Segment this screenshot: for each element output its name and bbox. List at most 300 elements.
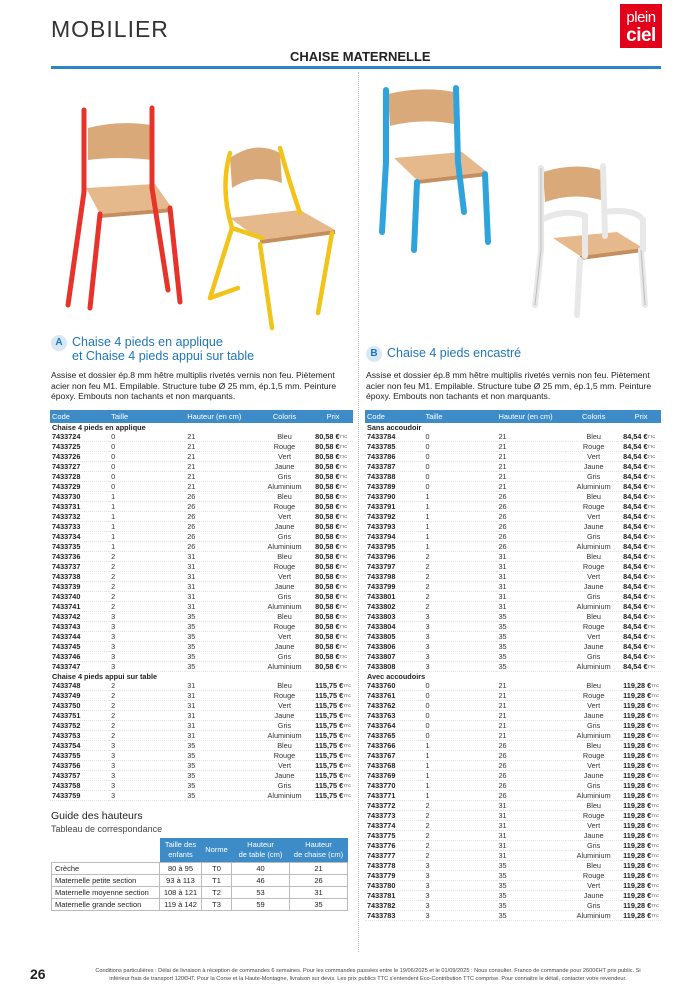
- heights-col-taille-line-1: Taille des: [164, 840, 197, 849]
- heights-cell-taille: 119 à 142: [160, 899, 202, 911]
- product-a-heading: [51, 335, 254, 363]
- col-prix: Prix: [313, 410, 353, 423]
- cell-coloris: Jaune: [256, 771, 313, 781]
- cell-prix: [313, 781, 353, 791]
- price-value: 80,58 €: [315, 652, 340, 662]
- cell-hauteur: 35: [496, 871, 566, 881]
- table-row: [50, 662, 353, 672]
- cell-taille: 0: [423, 681, 496, 691]
- table-group-row: [50, 672, 353, 682]
- price-value: 84,54 €: [623, 572, 648, 582]
- cell-coloris: Bleu: [566, 741, 621, 751]
- price-suffix: TTC: [647, 644, 656, 650]
- cell-hauteur: 35: [496, 622, 566, 632]
- cell-taille: 0: [423, 691, 496, 701]
- cell-coloris: Bleu: [256, 432, 313, 442]
- cell-taille: 3: [423, 871, 496, 881]
- price-value: 80,58 €: [315, 632, 340, 642]
- price-value: 84,54 €: [623, 632, 648, 642]
- price-value: 119,28 €: [623, 841, 652, 851]
- cell-taille: 1: [109, 502, 185, 512]
- cell-prix: [313, 452, 353, 462]
- heights-row: [52, 863, 348, 875]
- cell-prix: [313, 652, 353, 662]
- logo-line-1: plein: [626, 9, 656, 26]
- cell-code: 7433761: [365, 691, 423, 701]
- cell-prix: [621, 592, 661, 602]
- cell-prix: [313, 731, 353, 741]
- price-suffix: TTC: [651, 823, 659, 829]
- cell-code: 7433765: [365, 731, 423, 741]
- cell-hauteur: 26: [496, 761, 566, 771]
- price-value: 80,58 €: [315, 572, 340, 582]
- table-row: [365, 552, 661, 562]
- cell-prix: [313, 572, 353, 582]
- table-header-row: [365, 410, 661, 423]
- cell-hauteur: 21: [496, 472, 566, 482]
- cell-taille: 1: [109, 532, 185, 542]
- product-a-badge: A: [51, 335, 67, 351]
- price-value: 80,58 €: [315, 612, 340, 622]
- cell-coloris: Vert: [256, 632, 313, 642]
- cell-coloris: Aluminium: [256, 791, 313, 801]
- cell-coloris: Aluminium: [256, 542, 313, 552]
- cell-coloris: Rouge: [566, 691, 621, 701]
- cell-prix: [621, 512, 661, 522]
- price-value: 84,54 €: [623, 432, 648, 442]
- table-row: [50, 522, 353, 532]
- cell-coloris: Jaune: [256, 462, 313, 472]
- cell-coloris: Aluminium: [566, 731, 621, 741]
- table-row: [365, 562, 661, 572]
- cell-prix: [621, 681, 661, 691]
- cell-hauteur: 21: [496, 691, 566, 701]
- cell-taille: 3: [109, 791, 185, 801]
- cell-code: 7433796: [365, 552, 423, 562]
- cell-code: 7433743: [50, 622, 109, 632]
- cell-code: 7433763: [365, 711, 423, 721]
- price-suffix: TTC: [343, 703, 351, 709]
- price-suffix: TTC: [651, 723, 659, 729]
- heights-cell-label: Crèche: [52, 863, 160, 875]
- cell-code: 7433748: [50, 681, 109, 691]
- price-suffix: TTC: [651, 713, 659, 719]
- price-suffix: TTC: [339, 494, 348, 500]
- cell-hauteur: 31: [185, 721, 256, 731]
- cell-prix: [313, 741, 353, 751]
- price-suffix: TTC: [651, 793, 659, 799]
- product-a-description: Assise et dossier ép.8 mm hêtre multiplis rivetés vernis non feu. Piètement acier non feu M1. Empilable. Structure tube Ø 25 mm, ép.1,5 mm. Peinture époxy. Embouts non tachants et non marquants.: [51, 370, 337, 401]
- cell-taille: 3: [109, 632, 185, 642]
- heights-header-row: [52, 838, 348, 863]
- cell-prix: [621, 851, 661, 861]
- cell-code: 7433778: [365, 861, 423, 871]
- product-b-heading: [366, 346, 521, 362]
- cell-taille: 2: [423, 562, 496, 572]
- cell-code: 7433764: [365, 721, 423, 731]
- cell-hauteur: 26: [496, 512, 566, 522]
- cell-prix: [621, 452, 661, 462]
- cell-prix: [621, 701, 661, 711]
- price-suffix: TTC: [343, 713, 351, 719]
- table-group-row: [365, 423, 661, 432]
- cell-coloris: Jaune: [566, 642, 621, 652]
- table-group-title: Avec accoudoirs: [367, 672, 426, 682]
- price-value: 119,28 €: [623, 691, 652, 701]
- cell-hauteur: 21: [496, 462, 566, 472]
- cell-coloris: Bleu: [256, 492, 313, 502]
- cell-hauteur: 26: [496, 751, 566, 761]
- cell-hauteur: 31: [496, 821, 566, 831]
- cell-code: 7433758: [50, 781, 109, 791]
- cell-code: 7433767: [365, 751, 423, 761]
- cell-hauteur: 21: [185, 472, 256, 482]
- table-row: [365, 632, 661, 642]
- table-row: [50, 632, 353, 642]
- cell-coloris: Rouge: [256, 751, 313, 761]
- product-b-table: [365, 410, 661, 921]
- cell-code: 7433798: [365, 572, 423, 582]
- price-suffix: TTC: [651, 893, 659, 899]
- price-suffix: TTC: [339, 644, 348, 650]
- price-value: 80,58 €: [315, 602, 340, 612]
- cell-taille: 0: [109, 442, 185, 452]
- price-suffix: TTC: [339, 474, 348, 480]
- cell-hauteur: 21: [496, 711, 566, 721]
- cell-hauteur: 26: [185, 502, 256, 512]
- price-suffix: TTC: [651, 833, 659, 839]
- cell-hauteur: 35: [496, 891, 566, 901]
- price-suffix: TTC: [651, 803, 659, 809]
- cell-taille: 0: [423, 452, 496, 462]
- red-chair-photo: [60, 80, 190, 315]
- cell-code: 7433771: [365, 791, 423, 801]
- heights-col-taille-line-2: enfants: [168, 850, 193, 859]
- price-value: 115,75 €: [315, 751, 344, 761]
- cell-coloris: Bleu: [566, 432, 621, 442]
- table-row: [365, 851, 661, 861]
- cell-hauteur: 26: [496, 522, 566, 532]
- price-suffix: TTC: [343, 793, 351, 799]
- col-hauteur: Hauteur (en cm): [496, 410, 566, 423]
- price-suffix: TTC: [339, 504, 348, 510]
- price-suffix: TTC: [647, 594, 656, 600]
- cell-code: 7433745: [50, 642, 109, 652]
- cell-coloris: Jaune: [256, 522, 313, 532]
- price-suffix: TTC: [647, 444, 656, 450]
- price-value: 84,54 €: [623, 522, 648, 532]
- cell-prix: [621, 532, 661, 542]
- price-value: 80,58 €: [315, 642, 340, 652]
- price-value: 84,54 €: [623, 592, 648, 602]
- cell-prix: [621, 442, 661, 452]
- table-group-title: Sans accoudoir: [367, 423, 422, 433]
- cell-hauteur: 31: [185, 562, 256, 572]
- cell-code: 7433731: [50, 502, 109, 512]
- cell-taille: 3: [109, 642, 185, 652]
- price-value: 80,58 €: [315, 472, 340, 482]
- heights-col-table-line-1: Hauteur: [247, 840, 274, 849]
- cell-coloris: Rouge: [256, 502, 313, 512]
- cell-coloris: Bleu: [256, 612, 313, 622]
- cell-hauteur: 26: [496, 771, 566, 781]
- cell-hauteur: 35: [496, 861, 566, 871]
- cell-code: 7433780: [365, 881, 423, 891]
- table-row: [365, 492, 661, 502]
- cell-code: 7433775: [365, 831, 423, 841]
- cell-hauteur: 21: [496, 721, 566, 731]
- cell-taille: 0: [423, 472, 496, 482]
- cell-coloris: Rouge: [566, 622, 621, 632]
- cell-prix: [621, 891, 661, 901]
- table-row: [365, 841, 661, 851]
- price-value: 84,54 €: [623, 442, 648, 452]
- cell-taille: 3: [423, 891, 496, 901]
- table-row: [365, 502, 661, 512]
- cell-hauteur: 31: [185, 701, 256, 711]
- table-row: [365, 622, 661, 632]
- price-value: 80,58 €: [315, 662, 340, 672]
- cell-code: 7433785: [365, 442, 423, 452]
- table-row: [365, 711, 661, 721]
- cell-hauteur: 21: [496, 482, 566, 492]
- table-row: [365, 871, 661, 881]
- cell-hauteur: 26: [496, 532, 566, 542]
- price-value: 80,58 €: [315, 502, 340, 512]
- price-suffix: TTC: [339, 564, 348, 570]
- heights-cell-table: 59: [232, 899, 290, 911]
- cell-code: 7433727: [50, 462, 109, 472]
- heights-cell-taille: 108 à 121: [160, 887, 202, 899]
- heights-cell-norme: T1: [202, 875, 232, 887]
- cell-prix: [313, 691, 353, 701]
- price-value: 80,58 €: [315, 462, 340, 472]
- cell-hauteur: 31: [496, 602, 566, 612]
- cell-code: 7433784: [365, 432, 423, 442]
- cell-code: 7433776: [365, 841, 423, 851]
- cell-prix: [621, 751, 661, 761]
- cell-prix: [313, 791, 353, 801]
- cell-prix: [621, 711, 661, 721]
- heights-cell-label: Maternelle moyenne section: [52, 887, 160, 899]
- heights-cell-chaise: 21: [290, 863, 348, 875]
- table-row: [50, 482, 353, 492]
- cell-hauteur: 31: [185, 602, 256, 612]
- cell-taille: 2: [109, 592, 185, 602]
- price-suffix: TTC: [647, 664, 656, 670]
- price-suffix: TTC: [343, 723, 351, 729]
- table-row: [50, 612, 353, 622]
- price-value: 115,75 €: [315, 761, 344, 771]
- cell-coloris: Rouge: [566, 751, 621, 761]
- cell-hauteur: 26: [496, 542, 566, 552]
- header-rule: [51, 66, 661, 69]
- cell-coloris: Aluminium: [566, 911, 621, 921]
- price-suffix: TTC: [651, 813, 659, 819]
- cell-taille: 1: [423, 502, 496, 512]
- white-chair-photo: [525, 160, 670, 320]
- cell-prix: [621, 502, 661, 512]
- table-row: [50, 691, 353, 701]
- price-value: 80,58 €: [315, 582, 340, 592]
- cell-coloris: Rouge: [566, 442, 621, 452]
- price-value: 84,54 €: [623, 652, 648, 662]
- table-row: [365, 681, 661, 691]
- cell-prix: [621, 841, 661, 851]
- cell-hauteur: 31: [185, 572, 256, 582]
- product-b-description: Assise et dossier ép.8 mm hêtre multiplis rivetés vernis non feu. Piètement acier non feu M1. Empilable. Structure tube Ø 25 mm, ép.1,5 mm. Peinture époxy. Embouts non tachants et non marquants.: [366, 370, 652, 401]
- cell-taille: 1: [423, 771, 496, 781]
- cell-prix: [621, 472, 661, 482]
- cell-code: 7433741: [50, 602, 109, 612]
- cell-hauteur: 31: [496, 582, 566, 592]
- table-row: [50, 532, 353, 542]
- price-value: 84,54 €: [623, 622, 648, 632]
- price-suffix: TTC: [651, 743, 659, 749]
- heights-row: [52, 887, 348, 899]
- cell-coloris: Gris: [256, 532, 313, 542]
- cell-prix: [621, 632, 661, 642]
- heights-col-table: [232, 838, 290, 863]
- cell-taille: 2: [109, 711, 185, 721]
- heights-col-norme: Norme: [202, 838, 232, 863]
- cell-taille: 1: [423, 781, 496, 791]
- cell-prix: [621, 741, 661, 751]
- cell-code: 7433738: [50, 572, 109, 582]
- table-row: [365, 642, 661, 652]
- price-value: 80,58 €: [315, 452, 340, 462]
- heights-cell-taille: 80 à 95: [160, 863, 202, 875]
- cell-taille: 3: [423, 901, 496, 911]
- cell-code: 7433756: [50, 761, 109, 771]
- cell-taille: 1: [423, 522, 496, 532]
- cell-taille: 2: [423, 552, 496, 562]
- cell-prix: [621, 482, 661, 492]
- cell-taille: 3: [423, 642, 496, 652]
- table-row: [365, 861, 661, 871]
- price-suffix: TTC: [651, 843, 659, 849]
- table-row: [365, 592, 661, 602]
- cell-prix: [313, 612, 353, 622]
- cell-coloris: Aluminium: [256, 482, 313, 492]
- cell-prix: [621, 731, 661, 741]
- cell-taille: 2: [109, 602, 185, 612]
- price-suffix: TTC: [339, 484, 348, 490]
- cell-prix: [313, 542, 353, 552]
- cell-hauteur: 35: [496, 632, 566, 642]
- cell-prix: [621, 881, 661, 891]
- price-suffix: TTC: [647, 624, 656, 630]
- table-row: [365, 901, 661, 911]
- price-suffix: TTC: [343, 763, 351, 769]
- price-suffix: TTC: [339, 664, 348, 670]
- cell-prix: [313, 761, 353, 771]
- price-suffix: TTC: [647, 524, 656, 530]
- price-value: 84,54 €: [623, 482, 648, 492]
- cell-taille: 1: [109, 542, 185, 552]
- cell-prix: [313, 602, 353, 612]
- price-value: 84,54 €: [623, 662, 648, 672]
- cell-code: 7433766: [365, 741, 423, 751]
- cell-prix: [313, 582, 353, 592]
- cell-coloris: Bleu: [566, 552, 621, 562]
- cell-hauteur: 35: [185, 761, 256, 771]
- cell-code: 7433740: [50, 592, 109, 602]
- cell-code: 7433792: [365, 512, 423, 522]
- cell-coloris: Bleu: [566, 861, 621, 871]
- cell-prix: [621, 642, 661, 652]
- cell-taille: 3: [423, 861, 496, 871]
- cell-taille: 3: [109, 771, 185, 781]
- cell-coloris: Aluminium: [256, 662, 313, 672]
- column-divider: [358, 72, 359, 952]
- cell-coloris: Gris: [256, 472, 313, 482]
- cell-taille: 2: [423, 831, 496, 841]
- cell-coloris: Gris: [566, 841, 621, 851]
- price-value: 119,28 €: [623, 791, 652, 801]
- price-value: 84,54 €: [623, 542, 648, 552]
- price-suffix: TTC: [339, 514, 348, 520]
- cell-hauteur: 21: [185, 452, 256, 462]
- table-body: [365, 423, 661, 921]
- table-row: [365, 731, 661, 741]
- cell-code: 7433790: [365, 492, 423, 502]
- cell-taille: 1: [423, 741, 496, 751]
- heights-col-chaise-line-2: de chaise (cm): [293, 850, 344, 859]
- cell-code: 7433795: [365, 542, 423, 552]
- price-value: 115,75 €: [315, 781, 344, 791]
- table-row: [365, 512, 661, 522]
- price-suffix: TTC: [339, 604, 348, 610]
- cell-hauteur: 31: [185, 711, 256, 721]
- price-suffix: TTC: [651, 693, 659, 699]
- price-value: 115,75 €: [315, 681, 344, 691]
- cell-taille: 0: [109, 482, 185, 492]
- cell-coloris: Bleu: [566, 492, 621, 502]
- cell-taille: 3: [423, 652, 496, 662]
- table-row: [50, 602, 353, 612]
- cell-taille: 0: [423, 701, 496, 711]
- cell-coloris: Aluminium: [256, 602, 313, 612]
- cell-code: 7433794: [365, 532, 423, 542]
- cell-prix: [313, 502, 353, 512]
- price-value: 119,28 €: [623, 741, 652, 751]
- cell-hauteur: 26: [496, 791, 566, 801]
- cell-coloris: Vert: [256, 701, 313, 711]
- cell-prix: [621, 821, 661, 831]
- cell-coloris: Vert: [566, 881, 621, 891]
- cell-code: 7433772: [365, 801, 423, 811]
- table-row: [50, 542, 353, 552]
- cell-coloris: Gris: [566, 592, 621, 602]
- table-row: [50, 492, 353, 502]
- cell-prix: [313, 462, 353, 472]
- cell-coloris: Gris: [566, 532, 621, 542]
- heights-cell-taille: 93 à 113: [160, 875, 202, 887]
- heights-cell-label: Maternelle grande section: [52, 899, 160, 911]
- table-row: [50, 472, 353, 482]
- price-suffix: TTC: [339, 614, 348, 620]
- cell-prix: [313, 622, 353, 632]
- price-suffix: TTC: [647, 574, 656, 580]
- cell-hauteur: 31: [185, 552, 256, 562]
- price-suffix: TTC: [651, 783, 659, 789]
- heights-cell-table: 53: [232, 887, 290, 899]
- table-row: [365, 791, 661, 801]
- cell-code: 7433801: [365, 592, 423, 602]
- table-row: [50, 592, 353, 602]
- price-suffix: TTC: [647, 564, 656, 570]
